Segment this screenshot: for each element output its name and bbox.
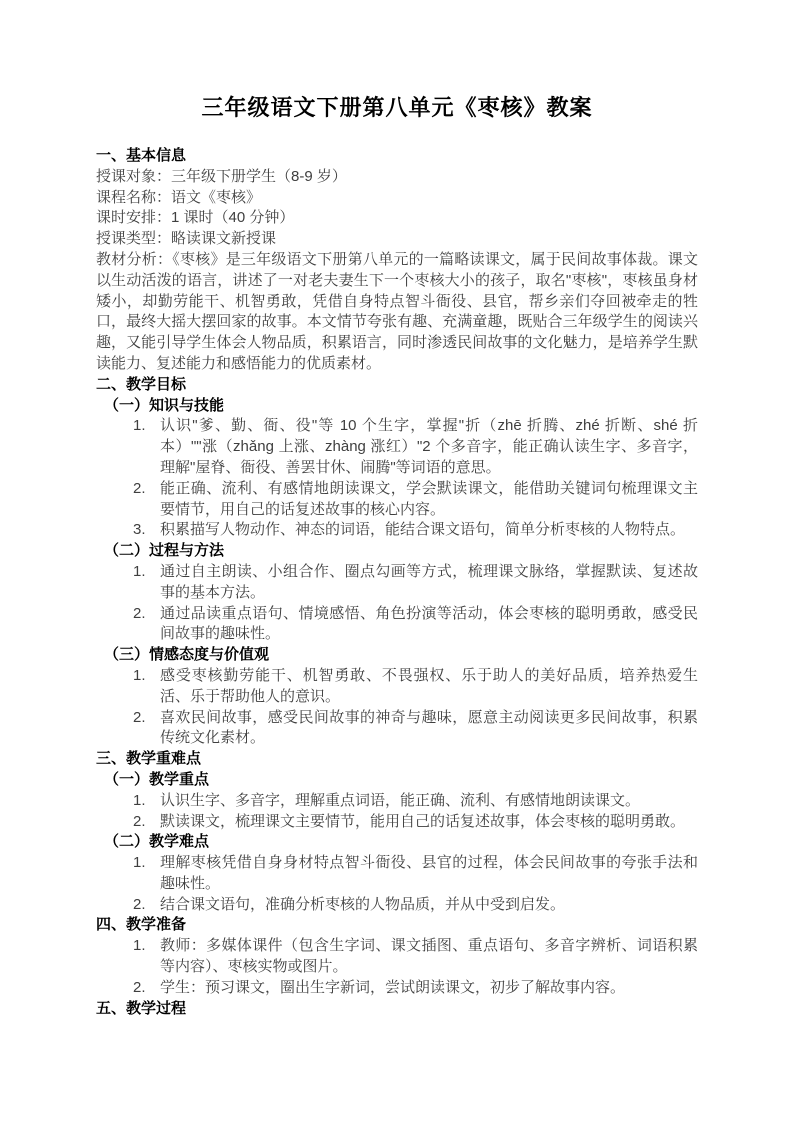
list-item <box>96 812 698 833</box>
list-item-number: 2. <box>133 708 146 726</box>
list-item <box>96 895 698 916</box>
list-item-number: 2. <box>133 978 146 996</box>
list-item-text: 积累描写人物动作、神态的词语，能结合课文语句，简单分析枣核的人物特点。 <box>160 521 686 539</box>
sub-heading: （一）教学重点 <box>104 770 210 788</box>
list-item-text: 能正确、流利、有感情地朗读课文，学会默读课文，能借助关键词句梳理课文主要情节，用自己的话复述故事的核心内容。 <box>160 479 698 518</box>
list-item-number: 1. <box>133 417 146 435</box>
section-heading: 二、教学目标 <box>96 375 187 393</box>
list-item-text: 理解枣核凭借自身身材特点智斗衙役、县官的过程，体会民间故事的夸张手法和趣味性。 <box>160 854 698 892</box>
list-item-number: 1. <box>133 666 146 684</box>
section-heading: 三、教学重难点 <box>96 750 202 768</box>
list-item-text: 认识"爹、勤、衙、役"等 10 个生字，掌握"折（zhē 折腾、zhé 折断、shé 折本）""涨（zhǎng 上涨、zhàng 涨红）"2 个多音字，能正确认读生字、多音字，理解"屋脊、衙役、善罢甘休、闹腾"等词语的意思。 <box>160 417 698 476</box>
list-item <box>96 666 698 708</box>
list-item-text: 结合课文语句，准确分析枣核的人物品质，并从中受到启发。 <box>160 895 566 913</box>
list-item-number: 1. <box>133 854 146 872</box>
document-title: 三年级语文下册第八单元《枣核》教案 <box>201 95 593 120</box>
list-item <box>96 978 698 999</box>
list-item-text: 喜欢民间故事，感受民间故事的神奇与趣味，愿意主动阅读更多民间故事，积累传统文化素材。 <box>160 708 698 747</box>
list-item-number: 2. <box>133 604 146 622</box>
list-item-text: 默读课文，梳理课文主要情节，能用自己的话复述故事，体会枣核的聪明勇敢。 <box>160 812 686 830</box>
list-item <box>96 479 698 521</box>
section-heading: 五、教学过程 <box>96 999 187 1017</box>
list-item <box>96 604 698 646</box>
list-item-number: 1. <box>133 562 146 580</box>
paragraph: 授课类型：略读课文新授课 <box>96 230 277 248</box>
section-heading: 一、基本信息 <box>96 147 187 164</box>
list-item-text: 通过自主朗读、小组合作、圈点勾画等方式，梳理课文脉络，掌握默读、复述故事的基本方法。 <box>160 562 698 601</box>
sub-heading: （二）过程与方法 <box>104 542 225 560</box>
paragraph: 课程名称：语文《枣核》 <box>96 188 262 206</box>
list-item-text: 学生：预习课文，圈出生字新词，尝试朗读课文，初步了解故事内容。 <box>160 978 626 996</box>
sub-heading: （三）情感态度与价值观 <box>104 646 270 664</box>
document-sections <box>96 146 698 1019</box>
sub-heading: （一）知识与技能 <box>104 396 225 414</box>
list-item-number: 2. <box>133 479 146 497</box>
list-item <box>96 791 698 812</box>
list-item <box>96 520 698 541</box>
list-item-number: 3. <box>133 521 146 539</box>
document-body <box>96 93 698 1019</box>
list-item-number: 2. <box>133 812 146 830</box>
paragraph: 课时安排：1 课时（40 分钟） <box>96 209 295 227</box>
list-item-number: 1. <box>133 791 146 809</box>
paragraph: 教材分析：《枣核》是三年级语文下册第八单元的一篇略读课文，属于民间故事体裁。课文以生动活泼的语言，讲述了一对老夫妻生下一个枣核大小的孩子，取名"枣核"，枣核虽身材矮小，却勤劳能干、机智勇敢，凭借自身特点智斗衙役、县官，帮乡亲们夺回被牵走的牲口，最终大摇大摆回家的故事。本文情节夸张有趣、充满童趣，既贴合三年级学生的阅读兴趣，又能引导学生体会人物品质，积累语言，同时渗透民间故事的文化魅力，是培养学生默读能力、复述能力和感悟能力的优质素材。 <box>96 250 698 372</box>
list-item-text: 通过品读重点语句、情境感悟、角色扮演等活动，体会枣核的聪明勇敢，感受民间故事的趣味性。 <box>160 604 698 643</box>
list-item-number: 1. <box>133 937 146 955</box>
sub-heading: （二）教学难点 <box>104 833 210 851</box>
list-item <box>96 416 698 478</box>
list-item-text: 认识生字、多音字，理解重点词语，能正确、流利、有感情地朗读课文。 <box>160 791 641 809</box>
list-item <box>96 936 698 978</box>
list-item-number: 2. <box>133 895 146 913</box>
list-item <box>96 562 698 604</box>
list-item-text: 感受枣核勤劳能干、机智勇敢、不畏强权、乐于助人的美好品质，培养热爱生活、乐于帮助他人的意识。 <box>160 666 698 705</box>
list-item <box>96 708 698 750</box>
list-item <box>96 853 698 895</box>
list-item-text: 教师：多媒体课件（包含生字词、课文插图、重点语句、多音字辨析、词语积累等内容）、枣核实物或图片。 <box>160 937 698 976</box>
paragraph: 授课对象：三年级下册学生（8-9 岁） <box>96 167 347 185</box>
section-heading: 四、教学准备 <box>96 916 187 934</box>
